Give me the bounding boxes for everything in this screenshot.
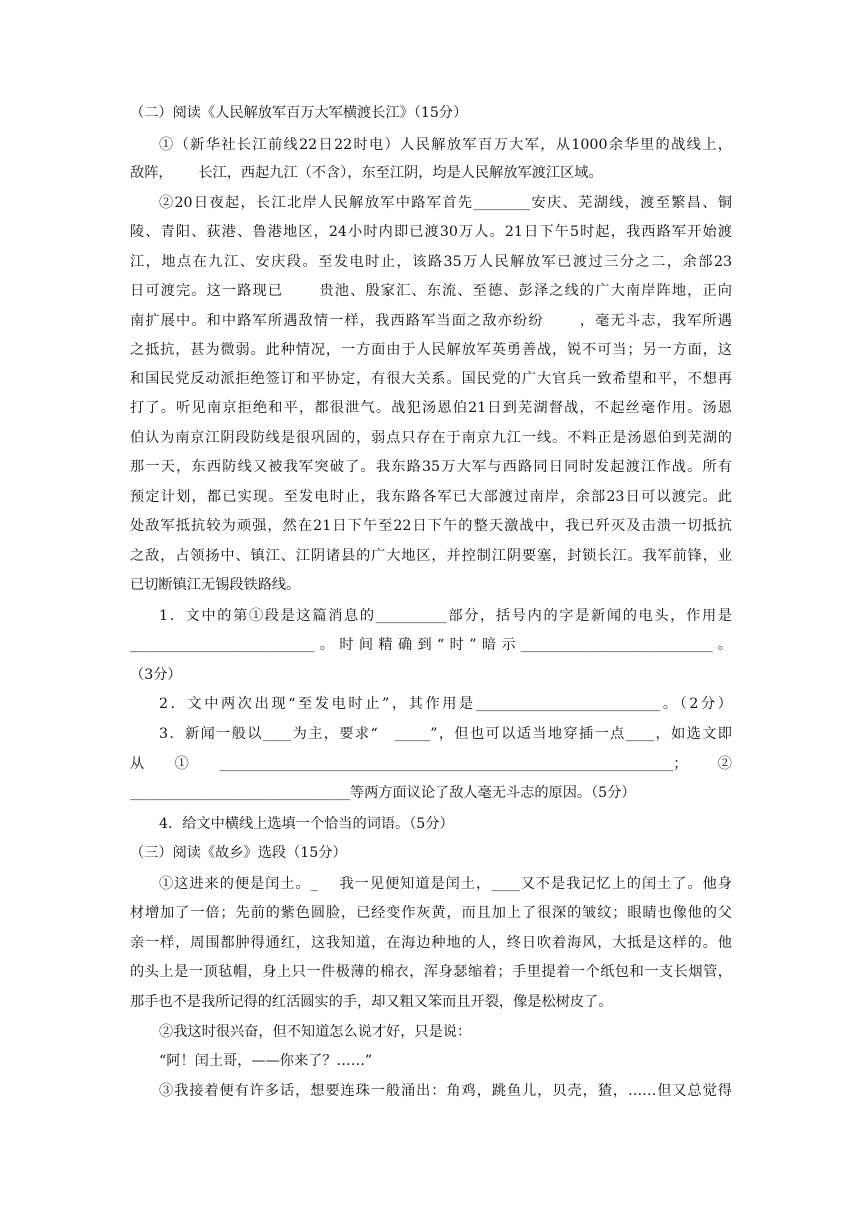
story-line: “阿！闰土哥，——你来了？……” bbox=[159, 1053, 373, 1069]
article-line: 南扩展中。和中路军所遇敌情一样，我西路军当面之敌亦纷纷 ，毫无斗志，我军所遇 bbox=[130, 313, 732, 329]
article-line: 伯认为南京江阴段防线是很巩固的，弱点只存在于南京九江一线。不料正是汤恩伯到芜湖的 bbox=[130, 430, 732, 446]
article-line: 日可渡完。这一路现已 贵池、殷家汇、东流、至德、彭泽之线的广大南岸阵地，正向 bbox=[130, 283, 732, 299]
article-line: 处敌军抵抗较为顽强，然在21日下午至22日下午的整天激战中，我已歼灭及击溃一切抵抗 bbox=[130, 518, 732, 534]
question-line: 从①________________________________________________________________；② bbox=[130, 756, 732, 772]
article-line: 已切断镇江无锡段铁路线。 bbox=[130, 577, 301, 593]
story-line: 那手也不是我所记得的红活圆实的手，却又粗又笨而且开裂，像是松树皮了。 bbox=[130, 994, 613, 1010]
story-line: 的头上是一顶毡帽，身上只一件极薄的棉衣，浑身瑟缩着；手里提着一个纸包和一支长烟管， bbox=[130, 964, 732, 980]
story-line: ③我接着便有许多话，想要连珠一般涌出：角鸡，跳鱼儿，贝壳，猹，……但又总觉得 bbox=[159, 1083, 732, 1099]
article-line: ②20日夜起，长江北岸人民解放军中路军首先________安庆、芜湖线，渡至繁昌、铜 bbox=[159, 195, 732, 211]
article-line: 之抵抗，甚为微弱。此种情况，一方面由于人民解放军英勇善战，锐不可当；另一方面，这 bbox=[130, 342, 732, 358]
article-line: 陵、青阳、荻港、鲁港地区，24小时内即已渡30万人。21日下午5时起，我西路军开始渡 bbox=[130, 224, 732, 240]
article-line: 和国民党反动派拒绝签订和平协定，有很大关系。国民党的广大官兵一致希望和平，不想再 bbox=[130, 371, 732, 387]
question-line: 2．文中两次出现“至发电时止”，其作用是__________________________。（2分） bbox=[159, 696, 732, 712]
story-line: 材增加了一倍；先前的紫色圆脸，已经变作灰黄，而且加上了很深的皱纹；眼睛也像他的父 bbox=[130, 905, 732, 921]
article-line: 敌阵， 长江，西起九江（不含），东至江阴，均是人民解放军渡江区域。 bbox=[130, 165, 603, 181]
section-heading: （二）阅读《人民解放军百万大军横渡长江》（15分） bbox=[130, 105, 468, 121]
article-line: 江，地点在九江、安庆段。至发电时止，该路35万人民解放军已渡过三分之二，余部23 bbox=[130, 254, 732, 270]
story-line: 亲一样，周围都肿得通红，这我知道，在海边种地的人，终日吹着海风，大抵是这样的。他 bbox=[130, 935, 732, 951]
story-line: ①这进来的便是闰土。_ 我一见便知道是闰土，____又不是我记忆上的闰土了。他身 bbox=[159, 876, 732, 892]
section-heading: （三）阅读《故乡》选段（15分） bbox=[130, 845, 347, 861]
question-line: 4．给文中横线上选填一个恰当的词语。（5分） bbox=[159, 816, 454, 832]
question-line: 1．文中的第①段是这篇消息的__________部分，括号内的字是新闻的电头，作用是 bbox=[159, 608, 732, 624]
article-line: 打了。听见南京拒绝和平，都很泄气。战犯汤恩伯21日到芜湖督战，不起丝毫作用。汤恩 bbox=[130, 400, 732, 416]
question-line: （3分） bbox=[130, 667, 182, 683]
article-line: 预定计划，都已实现。至发电时止，我东路各军已大部渡过南岸，余部23日可以渡完。此 bbox=[130, 489, 732, 505]
article-line: ①（新华社长江前线22日22时电）人民解放军百万大军，从1000余华里的战线上， bbox=[159, 137, 732, 153]
question-line: _______________________________等两方面议论了敌人毫无斗志的原因。（5分） bbox=[130, 785, 636, 801]
story-line: ②我这时很兴奋，但不知道怎么说才好，只是说： bbox=[159, 1024, 472, 1040]
question-line: __________________________。时间精确到“时”暗示___________________________。 bbox=[130, 637, 732, 653]
article-line: 那一天，东西防线又被我军突破了。我东路35万大军与西路同日同时发起渡江作战。所有 bbox=[130, 459, 732, 475]
question-line: 3．新闻一般以____为主，要求“ _____”，但也可以适当地穿插一点____，如选文即 bbox=[159, 726, 732, 742]
article-line: 之敌，占领扬中、镇江、江阴诸县的广大地区，并控制江阴要塞，封锁长江。我军前锋，业 bbox=[130, 548, 732, 564]
